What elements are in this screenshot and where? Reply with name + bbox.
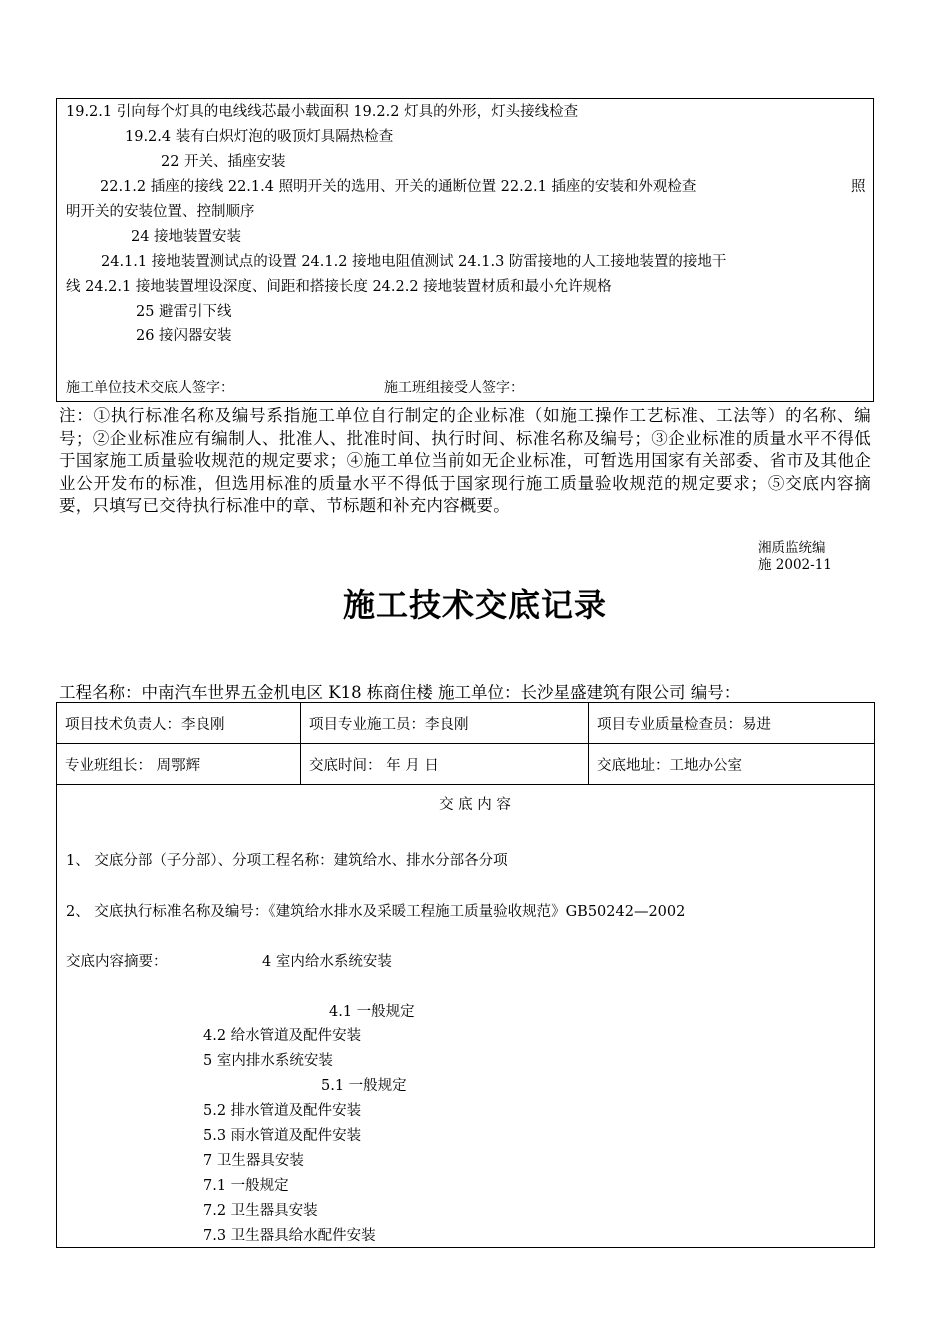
summary-first: 4 室内给水系统安装	[262, 954, 392, 970]
page-title: 施工技术交底记录	[342, 586, 607, 624]
toc-item: 7.2 卫生器具安装	[203, 1203, 318, 1219]
toc-item: 7 卫生器具安装	[203, 1153, 304, 1169]
toc-line: 19.2.4 装有白炽灯泡的吸顶灯具隔热检查	[125, 129, 394, 145]
summary-label: 交底内容摘要：	[66, 954, 168, 970]
note-paragraph: 注：①执行标准名称及编号系指施工单位自行制定的企业标准（如施工操作工艺标准、工法等）的名称、编号；②企业标准应有编制人、批准人、批准时间、执行时间、标准名称及编号；③企业标准的质量水平不得低于国家施工质量验收规范的规定要求；④施工单位当前如无企业标准，可暂选用国家有关部委、省市及其他企业公开发布的标准，但选用标准的质量水平不得低于国家现行施工质量验收规范的规定要求；⑤交底内容摘要，只填写已交待执行标准中的章、节标题和补充内容概要。	[59, 406, 871, 515]
footer-compiler: 湘质监统编	[758, 540, 826, 556]
sign-team-receiver: 施工班组接受人签字：	[384, 380, 524, 396]
toc-item: 4.1 一般规定	[329, 1004, 415, 1020]
footer-form-code: 施 2002-11	[758, 557, 832, 573]
table-row	[57, 703, 875, 744]
toc-line: 22.1.2 插座的接线 22.1.4 照明开关的选用、开关的通断位置 22.2.1 插座的安装和外观检查	[100, 179, 697, 195]
content-item-2: 2、 交底执行标准名称及编号：《建筑给水排水及采暖工程施工质量验收规范》GB50242—2002	[66, 904, 686, 920]
toc-line: 线 24.2.1 接地装置埋设深度、间距和搭接长度 24.2.2 接地装置材质和最小允许规格	[66, 279, 612, 295]
tech-lead-cell: 项目技术负责人：李良刚	[57, 703, 301, 744]
quality-inspector-cell: 项目专业质量检查员：易进	[589, 703, 875, 744]
toc-item: 7.1 一般规定	[203, 1178, 289, 1194]
toc-line: 25 避雷引下线	[136, 304, 232, 320]
site-engineer-cell: 项目专业施工员：李良刚	[301, 703, 589, 744]
briefing-location-cell: 交底地址：工地办公室	[589, 744, 875, 785]
briefing-time-cell: 交底时间： 年 月 日	[301, 744, 589, 785]
content-heading: 交 底 内 容	[439, 797, 511, 813]
toc-item: 5 室内排水系统安装	[203, 1053, 333, 1069]
toc-line: 24 接地装置安装	[131, 229, 242, 245]
toc-line: 24.1.1 接地装置测试点的设置 24.1.2 接地电阻值测试 24.1.3 防雷接地的人工接地装置的接地干	[101, 254, 727, 270]
content-item-1: 1、 交底分部（子分部）、分项工程名称：建筑给水、排水分部各分项	[66, 853, 508, 869]
table-row	[57, 744, 875, 785]
toc-item: 5.2 排水管道及配件安装	[203, 1103, 362, 1119]
toc-line: 22 开关、插座安装	[161, 154, 286, 170]
toc-line: 19.2.1 引向每个灯具的电线线芯最小载面积 19.2.2 灯具的外形，灯头接线检查	[66, 104, 579, 120]
toc-line: 照	[851, 179, 866, 195]
toc-item: 5.1 一般规定	[321, 1078, 407, 1094]
project-info-line: 工程名称：中南汽车世界五金机电区 K18 栋商住楼 施工单位：长沙星盛建筑有限公司 编号：	[59, 683, 741, 702]
team-leader-cell: 专业班组长： 周鄂辉	[57, 744, 301, 785]
info-table	[56, 702, 875, 785]
toc-item: 7.3 卫生器具给水配件安装	[203, 1228, 376, 1244]
toc-line: 明开关的安装位置、控制顺序	[66, 204, 255, 220]
sign-technical-presenter: 施工单位技术交底人签字：	[66, 380, 234, 396]
toc-line: 26 接闪器安装	[136, 328, 232, 344]
toc-item: 4.2 给水管道及配件安装	[203, 1028, 362, 1044]
toc-item: 5.3 雨水管道及配件安装	[203, 1128, 362, 1144]
